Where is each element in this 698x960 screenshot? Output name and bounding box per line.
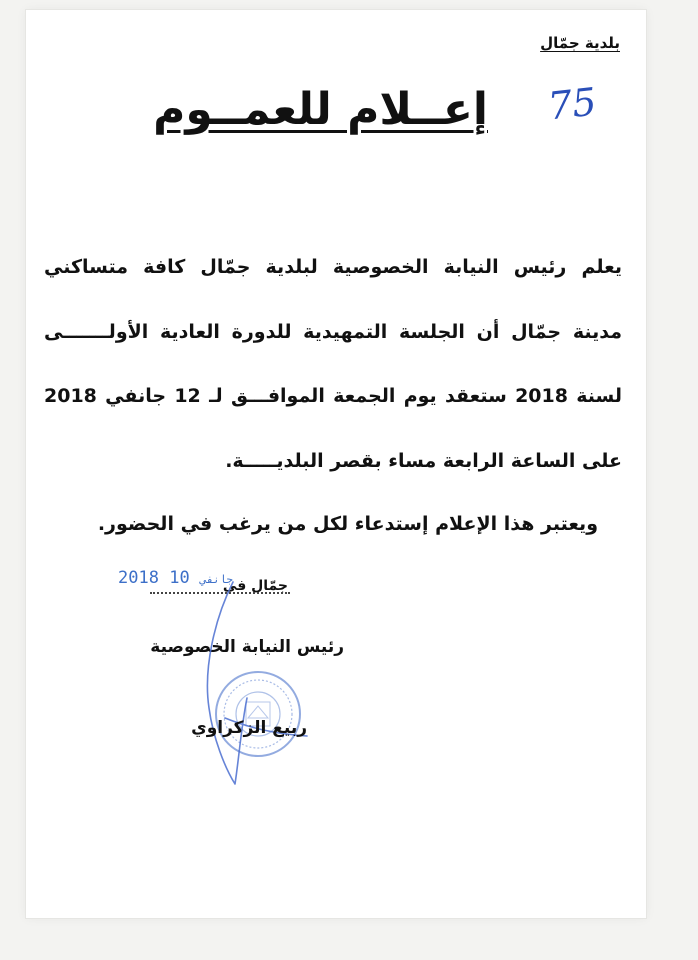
body-line-2: مدينة جمّال أن الجلسة التمهيدية للدورة العادية الأولـــــــى bbox=[44, 321, 622, 343]
handwritten-number: 75 bbox=[545, 79, 599, 129]
body-line-4: على الساعة الرابعة مساء بقصر البلديـــــة. bbox=[225, 450, 622, 472]
body-line-1: يعلم رئيس النيابة الخصوصية لبلدية جمّال كافة متساكني bbox=[44, 256, 622, 278]
municipality-header: بلدية جمّال bbox=[540, 34, 620, 52]
stamp-date-year: 2018 bbox=[118, 568, 159, 588]
date-label: جمّال في bbox=[222, 578, 288, 594]
signer-title: رئيس النيابة الخصوصية bbox=[150, 637, 344, 657]
page-title: إعــلام للعمــوم bbox=[153, 84, 488, 135]
stamp-date-month: جانفي bbox=[199, 573, 234, 586]
body-line-3: لسنة 2018 ستعقد يوم الجمعة الموافـــق لـ 12 جانفي 2018 bbox=[44, 385, 622, 407]
handwritten-signature-icon bbox=[195, 578, 315, 788]
signer-name: ربيع الزكراوي bbox=[191, 718, 307, 738]
stamp-date-day: 10 bbox=[169, 568, 190, 588]
closing-line: ويعتبر هذا الإعلام إستدعاء لكل من يرغب في الحضور. bbox=[97, 513, 598, 535]
